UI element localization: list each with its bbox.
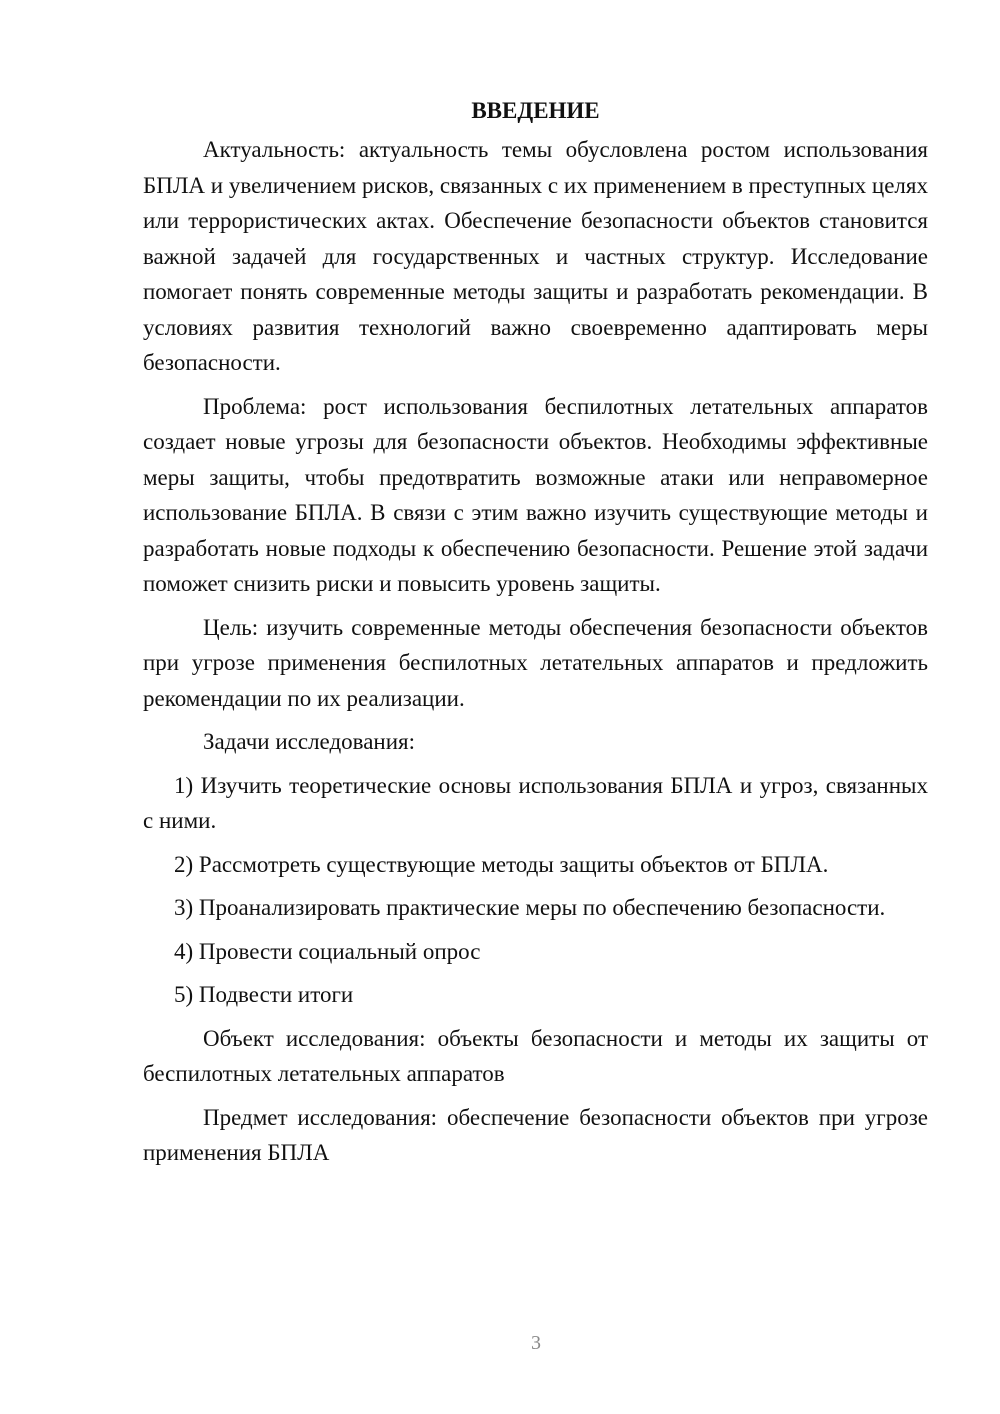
paragraph-research-object: Объект исследования: объекты безопасности и методы их защиты от беспилотных летательных аппаратов [143,1025,928,1086]
paragraph-problem: Проблема: рост использования беспилотных летательных аппаратов создает новые угрозы для безопасности объектов. Необходимы эффективные меры защиты, чтобы предотвратить возможные атаки или неправомерное использование БПЛА. В связи с этим важно изучить существующие методы и разработать новые подходы к обеспечению безопасности. Решение этой задачи поможет снизить риски и повысить уровень защиты. [143,393,928,596]
task-item-1: 1) Изучить теоретические основы использования БПЛА и угроз, связанных с ними. [143,772,928,833]
task-item-4: 4) Провести социальный опрос [174,938,481,964]
task-item-2: 2) Рассмотреть существующие методы защиты объектов от БПЛА. [174,851,829,877]
page-number: 3 [531,1332,541,1354]
task-item-3: 3) Проанализировать практические меры по обеспечению безопасности. [174,895,886,920]
task-item-5: 5) Подвести итоги [174,982,354,1007]
paragraph-relevance: Актуальность: актуальность темы обусловлена ростом использования БПЛА и увеличением рисков, связанных с их применением в преступных целях или террористических актах. Обеспечение безопасности объектов становится важной задачей для государственных и частных структур. Исследование помогает понять современные методы защиты и разработать рекомендации. В условиях развития технологий важно своевременно адаптировать меры безопасности. [143,137,928,375]
section-title: ВВЕДЕНИЕ [471,98,600,123]
paragraph-tasks-heading: Задачи исследования: [203,729,416,754]
paragraph-goal: Цель: изучить современные методы обеспечения безопасности объектов при угрозе применения беспилотных летательных аппаратов и предложить рекомендации по их реализации. [143,614,928,711]
paragraph-research-subject: Предмет исследования: обеспечение безопасности объектов при угрозе применения БПЛА [143,1104,928,1165]
page-content [143,93,928,1171]
